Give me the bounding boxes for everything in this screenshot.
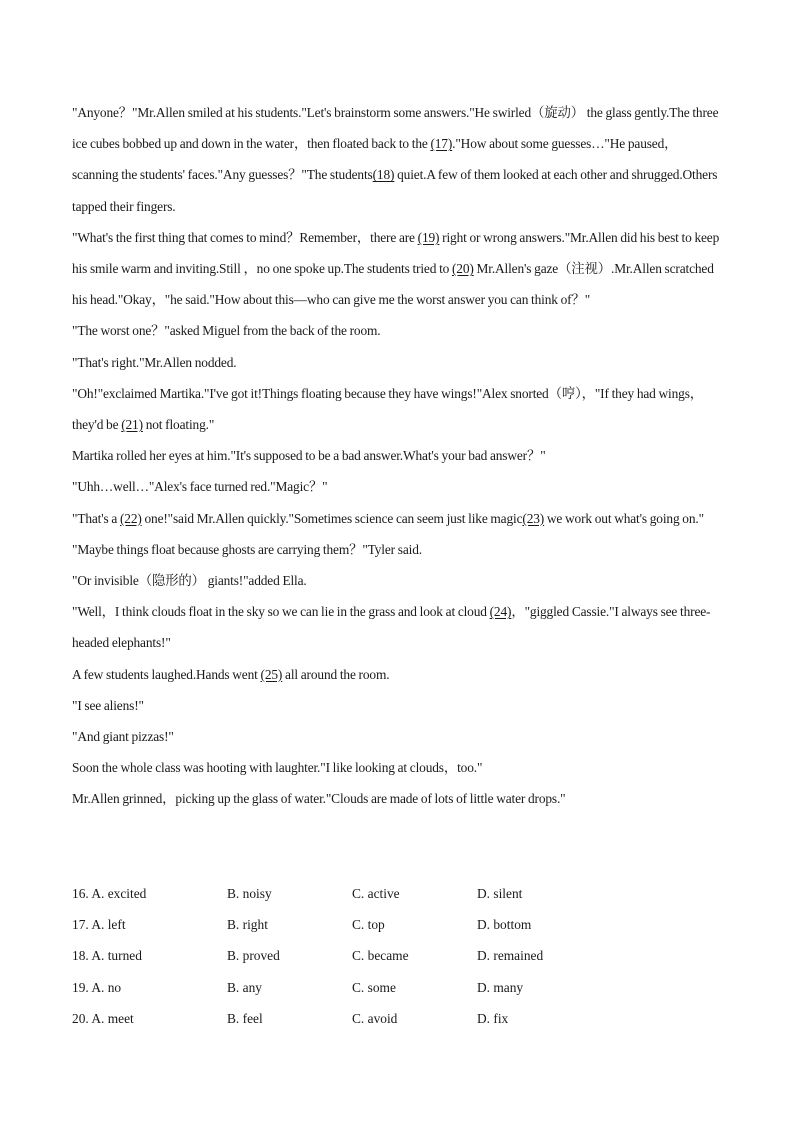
option-c: C. active — [352, 886, 400, 901]
paragraph: "Uhh…well…"Alex's face turned red."Magic？" — [72, 479, 328, 495]
paragraph: "That's right."Mr.Allen nodded. — [72, 354, 237, 370]
paragraph: Mr.Allen grinned，picking up the glass of water."Clouds are made of lots of little water drops." — [72, 791, 566, 807]
blank-25: (25) — [260, 666, 283, 682]
paragraph: "Maybe things float because ghosts are carrying them？"Tyler said. — [72, 541, 422, 557]
answer-options — [72, 878, 722, 1034]
blank-20: (20) — [451, 261, 474, 277]
question-16-options — [72, 878, 722, 909]
option-b: B. proved — [227, 948, 280, 964]
option-d: D. fix — [477, 1010, 509, 1026]
option-c: C. avoid — [352, 1010, 398, 1026]
paragraph: "Anyone？"Mr.Allen smiled at his students."Let's brainstorm some answers."He swirled（旋动） the glass gently.The three ice cubes bobbed up and down in the water，then floated back to the (17)."How about some guesses…"He paused，scanning the students' faces."Any guesses？"The students(18) quiet.A few of them looked at each other and shrugged.Others tapped their fingers. — [72, 105, 719, 214]
reading-passage — [72, 97, 722, 815]
paragraph: A few students laughed.Hands went (25) all around the room. — [72, 666, 390, 682]
option-a: 18. A. turned — [72, 948, 142, 964]
blank-24: (24) — [489, 604, 512, 620]
option-b: B. right — [227, 917, 268, 933]
option-a: 20. A. meet — [72, 1010, 134, 1026]
option-b: B. any — [227, 979, 262, 995]
blank-17: (17) — [430, 136, 453, 152]
paragraph: "What's the first thing that comes to mind？Remember，there are (19) right or wrong answers."Mr.Allen did his best to keep his smile warm and inviting.Still ，no one spoke up.The students tried to (20) Mr.Allen's gaze（注视）.Mr.Allen scratched his head."Okay，"he said."How about this—who can give me the worst answer you can think of？" — [72, 229, 720, 308]
blank-22: (22) — [119, 510, 142, 526]
question-18-options — [72, 940, 722, 971]
paragraph: Soon the whole class was hooting with laughter."I like looking at clouds，too." — [72, 760, 483, 776]
option-a: 19. A. no — [72, 979, 122, 995]
paragraph: "The worst one？"asked Miguel from the back of the room. — [72, 323, 381, 339]
option-d: D. bottom — [477, 917, 532, 933]
blank-18: (18) — [372, 167, 395, 183]
question-17-options — [72, 909, 722, 940]
option-d: D. silent — [477, 886, 523, 901]
option-c: C. became — [352, 948, 409, 964]
paragraph: "I see aliens!" — [72, 697, 144, 713]
option-a: 17. A. left — [72, 917, 126, 933]
paragraph: "Or invisible（隐形的） giants!"added Ella. — [72, 573, 307, 589]
option-d: D. many — [477, 979, 524, 995]
blank-19: (19) — [417, 229, 440, 245]
paragraph: "Well，I think clouds float in the sky so we can lie in the grass and look at cloud (24)，"giggled Cassie."I always see three-headed elephants!" — [72, 604, 711, 651]
paragraph: Martika rolled her eyes at him."It's supposed to be a bad answer.What's your bad answer？" — [72, 448, 546, 464]
paragraph: "And giant pizzas!" — [72, 729, 174, 745]
question-20-options — [72, 1003, 722, 1034]
blank-21: (21) — [121, 417, 143, 433]
option-b: B. noisy — [227, 886, 272, 901]
option-b: B. feel — [227, 1010, 263, 1026]
option-d: D. remained — [477, 948, 544, 964]
option-c: C. some — [352, 979, 396, 995]
option-a: 16. A. excited — [72, 886, 147, 901]
paragraph: "That's a (22) one!"said Mr.Allen quickly."Sometimes science can seem just like magic(23) we work out what's going on." — [72, 510, 704, 526]
option-c: C. top — [352, 917, 385, 933]
paragraph: "Oh!"exclaimed Martika."I've got it!Things floating because they have wings!"Alex snorted（哼），"If they had wings，they'd be (21) not floating." — [72, 385, 704, 433]
blank-23: (23) — [522, 510, 545, 526]
question-19-options — [72, 972, 722, 1003]
